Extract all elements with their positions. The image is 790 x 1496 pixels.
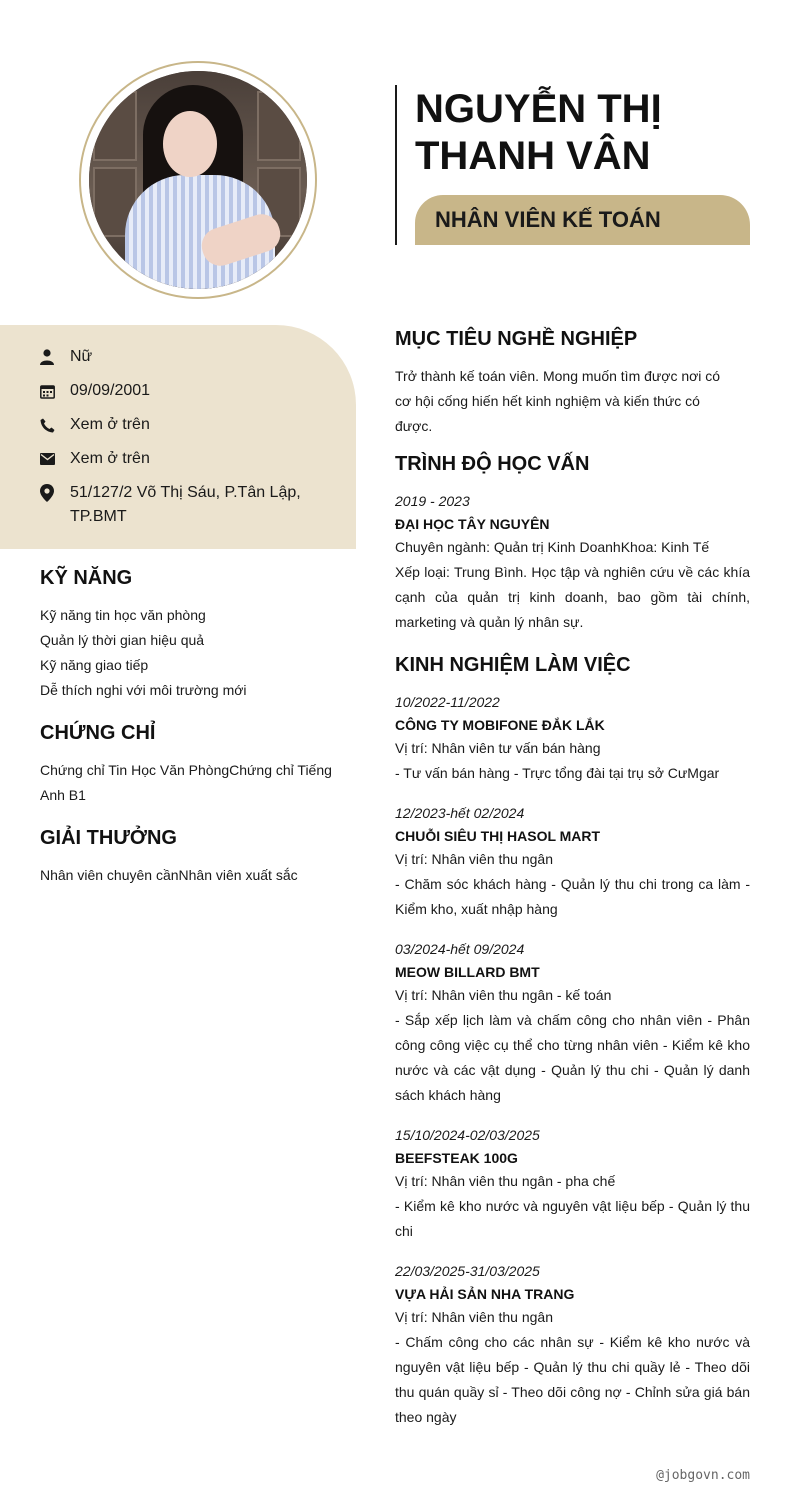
certificates-text: Chứng chỉ Tin Học Văn PhòngChứng chỉ Tiếng Anh B1: [40, 762, 332, 803]
location-pin-icon: [40, 481, 70, 505]
job-company: VỰA HẢI SẢN NHA TRANG: [395, 1286, 575, 1302]
awards-text: Nhân viên chuyên cầnNhân viên xuất sắc: [40, 867, 298, 883]
email-value: Xem ở trên: [70, 450, 150, 467]
job-period: 15/10/2024-02/03/2025: [395, 1127, 540, 1143]
skill-item: Kỹ năng tin học văn phòng: [40, 607, 206, 623]
profile-photo-frame: [79, 61, 317, 299]
objective-text: Trở thành kế toán viên. Mong muốn tìm được nơi có cơ hội cống hiến hết kinh nghiệm và kiến thức có được.: [395, 368, 721, 434]
experience-title: KINH NGHIỆM LÀM VIỆC: [395, 654, 631, 676]
education-period: 2019 - 2023: [395, 493, 470, 509]
education-major: Chuyên ngành: Quản trị Kinh DoanhKhoa: Kinh Tế: [395, 539, 710, 555]
gender-row: [40, 345, 330, 369]
candidate-name: NGUYỄN THỊ THANH VÂN: [415, 87, 662, 178]
job-detail: - Kiểm kê kho nước và nguyên vật liệu bếp - Quản lý thu chi: [395, 1198, 750, 1239]
email-row: [40, 447, 330, 471]
profile-photo: [89, 71, 307, 289]
gender-value: Nữ: [70, 348, 93, 365]
certificates-title: CHỨNG CHỈ: [40, 722, 156, 744]
header-divider: [395, 85, 397, 245]
job-detail: - Chấm công cho các nhân sự - Kiểm kê kho nước và nguyên vật liệu bếp - Quản lý thu chi quầy lẻ - Theo dõi thu quán quầy sỉ - Theo dõi công nợ - Chỉnh sửa giá bán theo ngày: [395, 1334, 750, 1425]
watermark: @jobgovn.com: [656, 1468, 750, 1483]
person-icon: [40, 345, 70, 369]
job-company: CÔNG TY MOBIFONE ĐẮK LẮK: [395, 717, 605, 733]
education-school: ĐẠI HỌC TÂY NGUYÊN: [395, 516, 550, 532]
job-period: 10/2022-11/2022: [395, 694, 500, 710]
job-period: 12/2023-hết 02/2024: [395, 805, 525, 821]
education-title: TRÌNH ĐỘ HỌC VẤN: [395, 453, 590, 475]
job-position: Vị trí: Nhân viên thu ngân - pha chế: [395, 1173, 616, 1189]
job-detail: - Tư vấn bán hàng - Trực tổng đài tại trụ sở CưMgar: [395, 765, 720, 781]
job-position: Vị trí: Nhân viên thu ngân: [395, 1309, 553, 1325]
job-company: BEEFSTEAK 100G: [395, 1150, 518, 1166]
job-position: Vị trí: Nhân viên thu ngân - kế toán: [395, 987, 612, 1003]
job-company: CHUỖI SIÊU THỊ HASOL MART: [395, 828, 601, 844]
skill-item: Dễ thích nghi với môi trường mới: [40, 682, 247, 698]
job-title-badge: [415, 195, 750, 245]
job-company: MEOW BILLARD BMT: [395, 964, 540, 980]
awards-title: GIẢI THƯỞNG: [40, 827, 177, 849]
address-value: 51/127/2 Võ Thị Sáu, P.Tân Lập, TP.BMT: [70, 484, 301, 525]
calendar-icon: [40, 379, 70, 403]
job-period: 22/03/2025-31/03/2025: [395, 1263, 540, 1279]
job-detail: - Sắp xếp lịch làm và chấm công cho nhân viên - Phân công công việc cụ thể cho từng nhân viên - Kiểm kê kho nước và các vật dụng - Quản lý thu chi - Quản lý danh sách khách hàng: [395, 1012, 750, 1103]
phone-icon: [40, 413, 70, 437]
birthday-row: [40, 379, 330, 403]
birthday-value: 09/09/2001: [70, 382, 151, 399]
skill-item: Quản lý thời gian hiệu quả: [40, 632, 205, 648]
job-position: Vị trí: Nhân viên thu ngân: [395, 851, 553, 867]
job-detail: - Chăm sóc khách hàng - Quản lý thu chi trong ca làm - Kiểm kho, xuất nhập hàng: [395, 876, 750, 917]
education-detail: Xếp loại: Trung Bình. Học tập và nghiên cứu về các khía cạnh của quản trị kinh doanh, bao gồm tài chính, marketing và quản lý nhân sự.: [395, 564, 750, 630]
job-title: NHÂN VIÊN KẾ TOÁN: [435, 207, 661, 232]
job-position: Vị trí: Nhân viên tư vấn bán hàng: [395, 740, 601, 756]
job-period: 03/2024-hết 09/2024: [395, 941, 525, 957]
skill-item: Kỹ năng giao tiếp: [40, 657, 149, 673]
skills-title: KỸ NĂNG: [40, 567, 133, 589]
objective-title: MỤC TIÊU NGHỀ NGHIỆP: [395, 328, 638, 350]
phone-row: [40, 413, 330, 437]
mail-icon: [40, 447, 70, 471]
address-row: [40, 481, 330, 529]
phone-value: Xem ở trên: [70, 416, 150, 433]
